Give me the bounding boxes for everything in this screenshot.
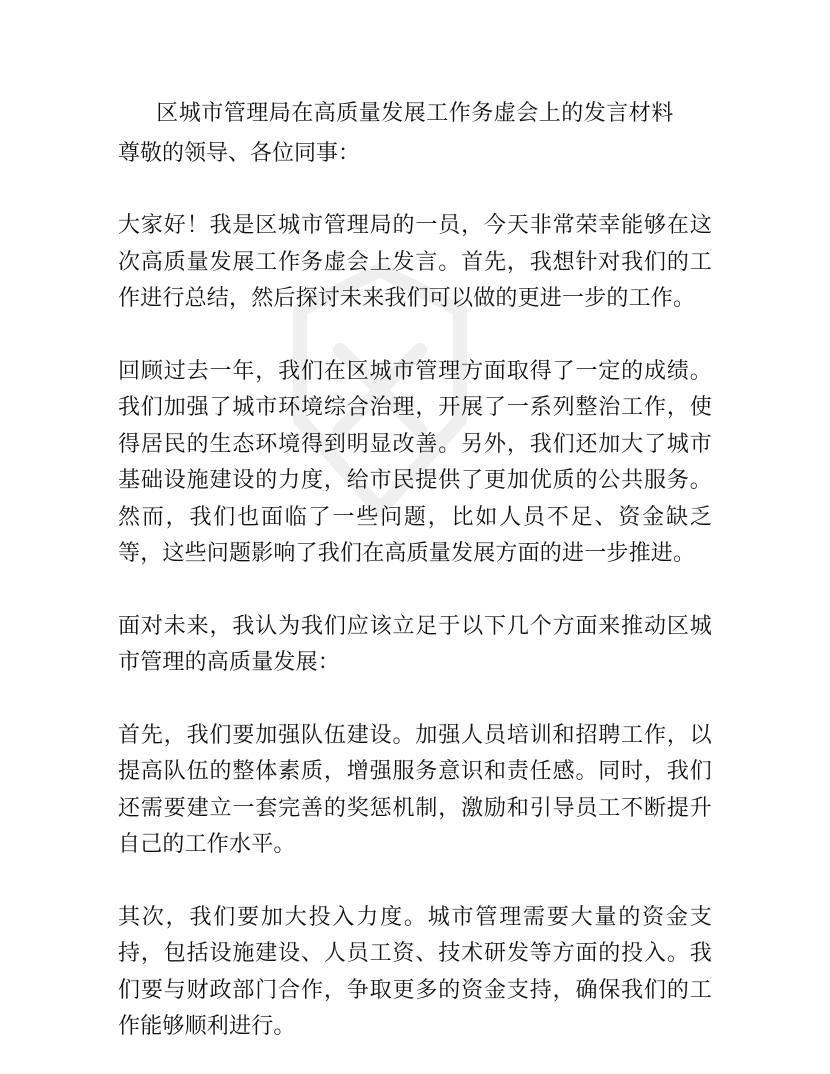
salutation: 尊敬的领导、各位同事： xyxy=(118,141,361,166)
paragraph-review: 回顾过去一年，我们在区城市管理方面取得了一定的成绩。我们加强了城市环境综合治理，开展了一系列整治工作，使得居民的生态环境得到明显改善。另外，我们还加大了城市基础设施建设的力度，给市民提供了更加优质的公共服务。然而，我们也面临了一些问题，比如人员不足、资金缺乏等，这些问题影响了我们在高质量发展方面的进一步推进。 xyxy=(118,358,712,566)
paragraph-future: 面对未来，我认为我们应该立足于以下几个方面来推动区城市管理的高质量发展： xyxy=(118,613,712,675)
paragraph-second-investment: 其次，我们要加大投入力度。城市管理需要大量的资金支持，包括设施建设、人员工资、技术研发等方面的投入。我们要与财政部门合作，争取更多的资金支持，确保我们的工作能够顺利进行。 xyxy=(118,904,712,1039)
paragraph-greeting: 大家好！我是区城市管理局的一员，今天非常荣幸能够在这次高质量发展工作务虚会上发言。首先，我想针对我们的工作进行总结，然后探讨未来我们可以做的更进一步的工作。 xyxy=(118,213,712,311)
document-title: 区城市管理局在高质量发展工作务虚会上的发言材料 xyxy=(156,101,674,126)
paragraph-first-team: 首先，我们要加强队伍建设。加强人员培训和招聘工作，以提高队伍的整体素质，增强服务意识和责任感。同时，我们还需要建立一套完善的奖惩机制，激励和引导员工不断提升自己的工作水平。 xyxy=(118,722,712,857)
